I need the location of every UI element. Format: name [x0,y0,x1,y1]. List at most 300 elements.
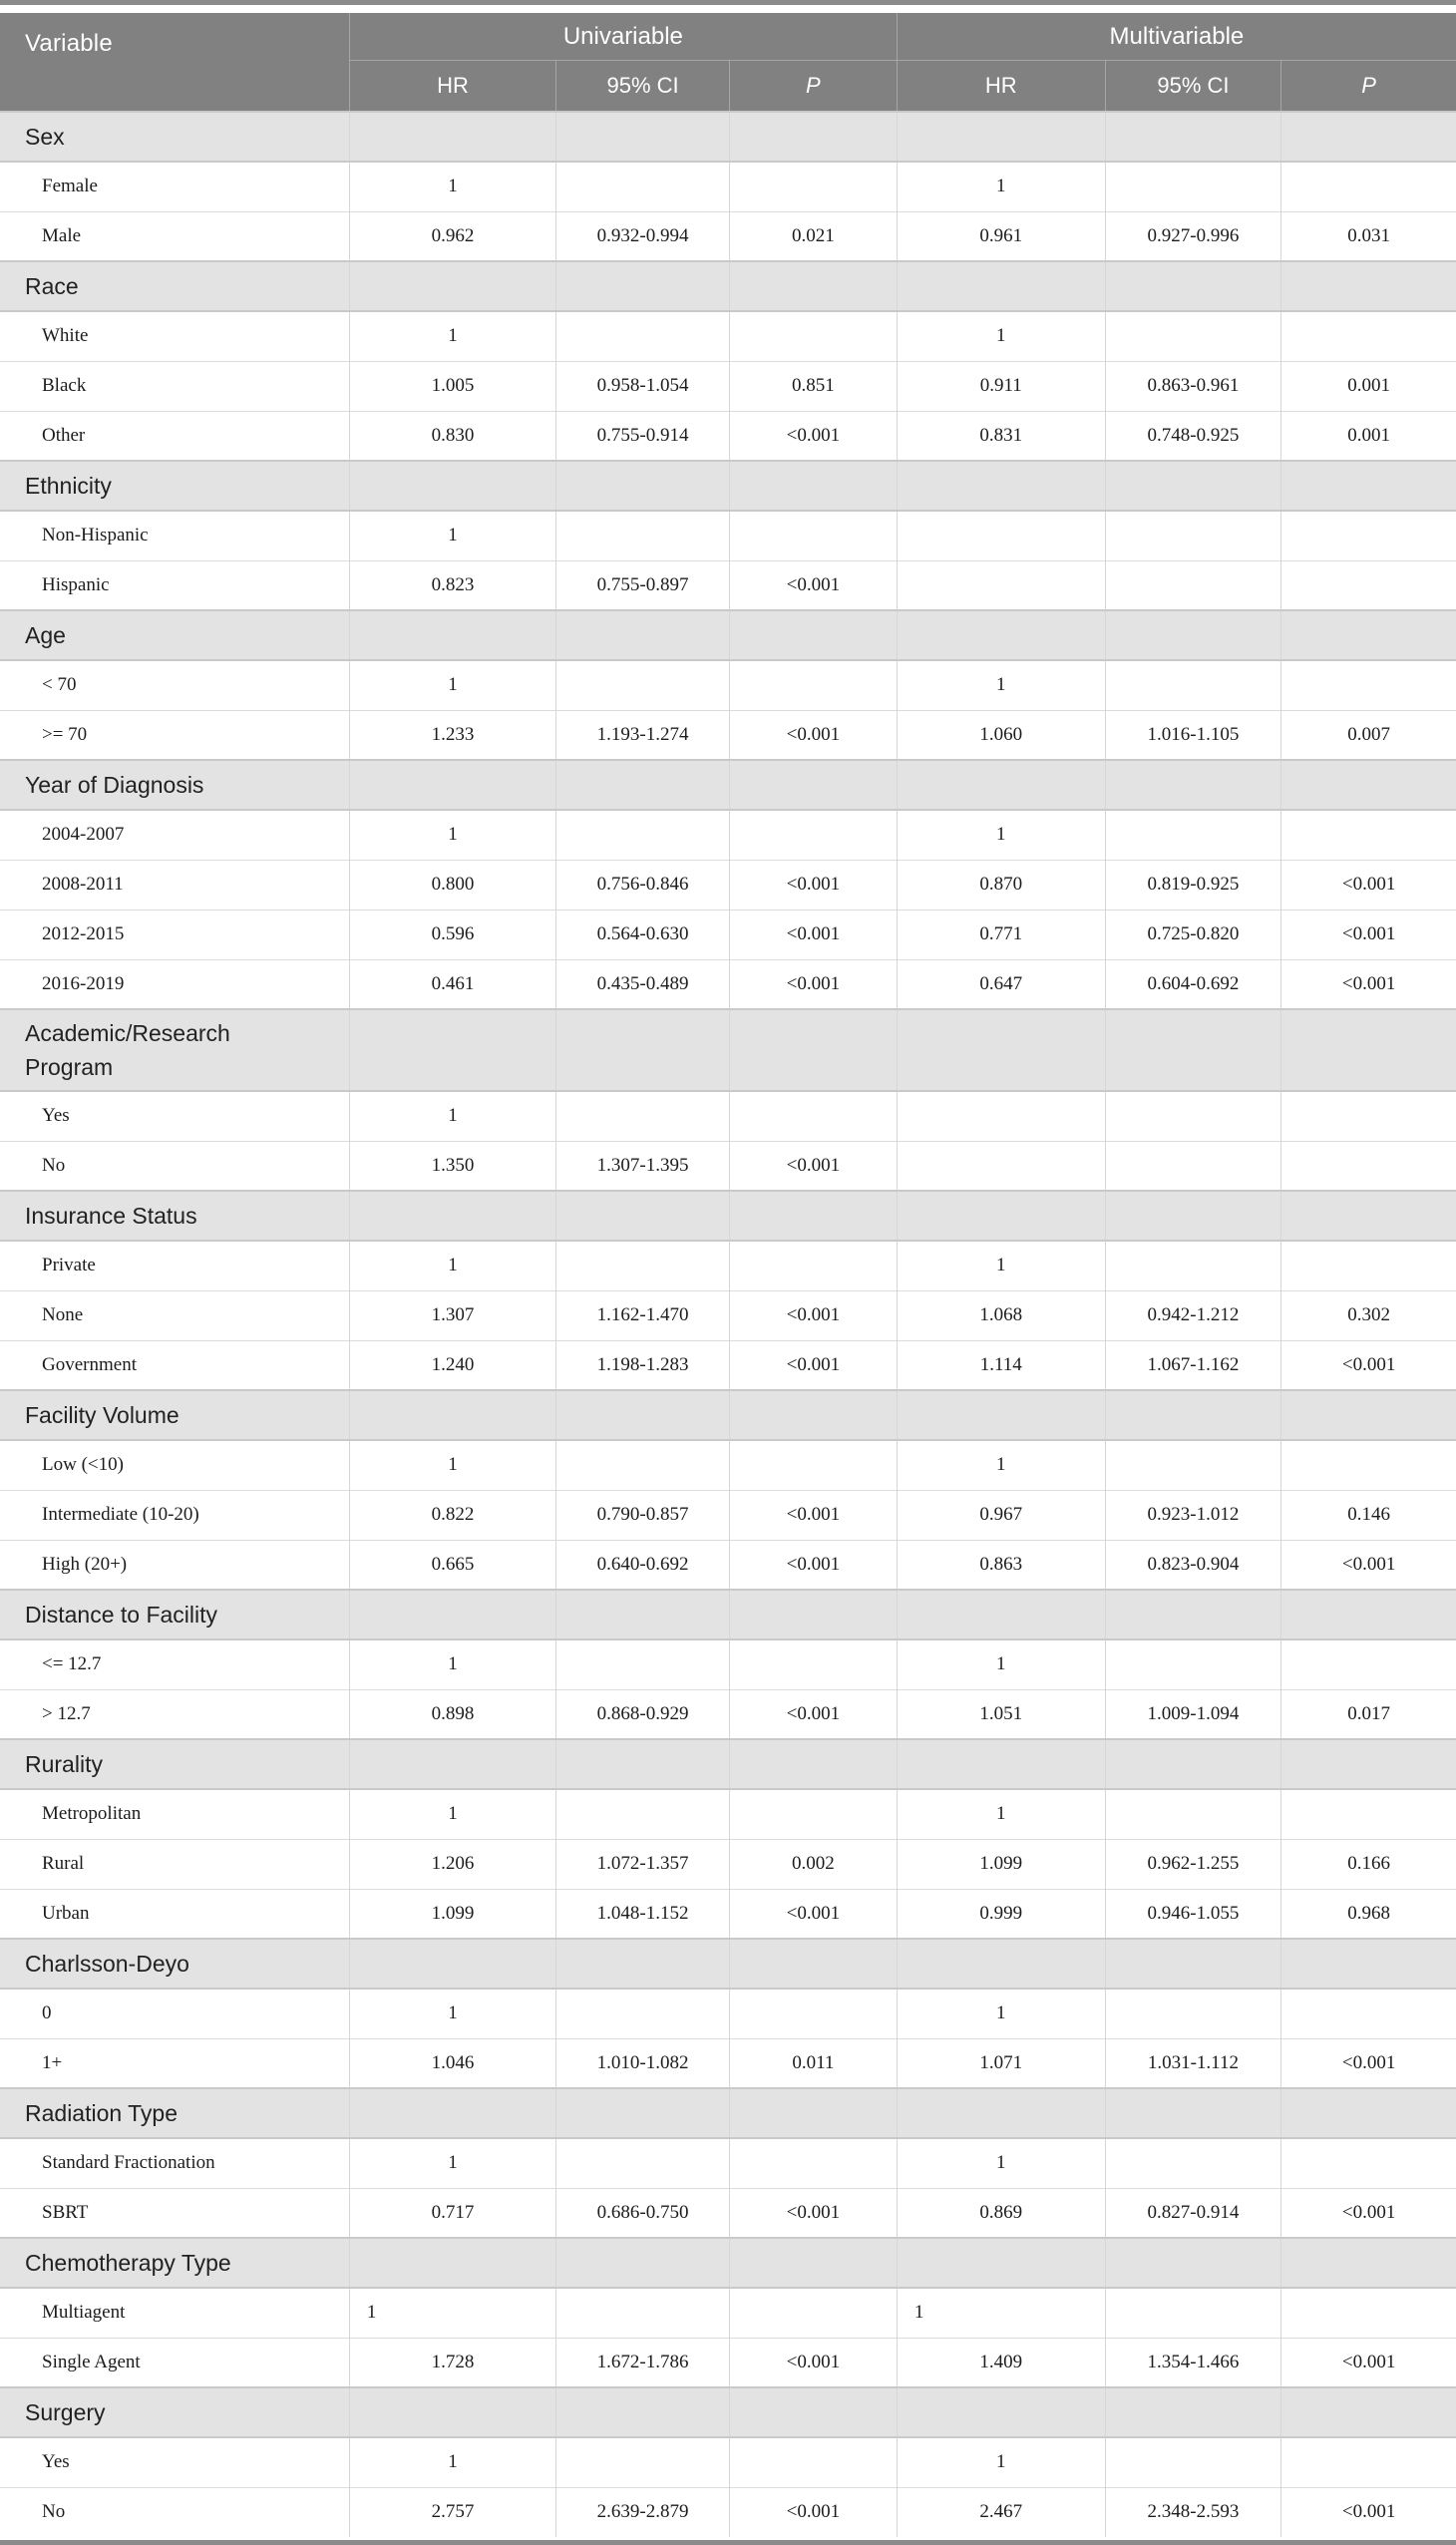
value-cell: 1.031-1.112 [1105,2038,1281,2088]
value-cell [897,560,1105,610]
section-empty-cell [556,2387,730,2437]
section-empty-cell [556,1009,730,1091]
value-cell: 0.851 [729,361,897,411]
value-cell: 0.870 [897,860,1105,909]
section-empty-cell [1105,610,1281,660]
value-cell: 0.686-0.750 [556,2188,730,2238]
section-empty-cell [556,610,730,660]
value-cell: 1 [897,660,1105,710]
value-cell: 0.755-0.897 [556,560,730,610]
section-empty-cell [1105,2238,1281,2288]
value-cell: 1 [349,1989,555,2038]
value-cell: 1.048-1.152 [556,1889,730,1939]
section-empty-cell [556,1739,730,1789]
table-row [0,1340,1456,1390]
group-header-row [0,13,1456,61]
section-label: Academic/Research Program [0,1009,349,1091]
value-cell: <0.001 [1281,959,1456,1009]
value-cell: 0.830 [349,411,555,461]
section-empty-cell [556,461,730,511]
row-label: 2016-2019 [0,959,349,1009]
value-cell: 1 [349,2138,555,2188]
section-empty-cell [556,261,730,311]
value-cell: 0.435-0.489 [556,959,730,1009]
value-cell [729,1091,897,1141]
value-cell [1281,1440,1456,1490]
value-cell: 1 [349,1639,555,1689]
section-empty-cell [729,1390,897,1440]
section-empty-cell [729,1739,897,1789]
value-cell: 1 [349,162,555,211]
section-label: Ethnicity [0,461,349,511]
value-cell [556,1989,730,2038]
value-cell: 1 [349,1789,555,1839]
value-cell [556,2138,730,2188]
value-cell [1105,1789,1281,1839]
value-cell [556,162,730,211]
table-row [0,2437,1456,2487]
value-cell: 0.031 [1281,211,1456,261]
value-cell: 0.822 [349,1490,555,1540]
value-cell: 0.302 [1281,1290,1456,1340]
value-cell: 1 [349,660,555,710]
value-cell: 1 [897,2437,1105,2487]
value-cell: 0.869 [897,2188,1105,2238]
section-row [0,1939,1456,1989]
section-empty-cell [729,1009,897,1091]
value-cell [1281,2437,1456,2487]
section-empty-cell [1281,1009,1456,1091]
value-cell: 1.240 [349,1340,555,1390]
section-empty-cell [897,1191,1105,1241]
row-label: Metropolitan [0,1789,349,1839]
value-cell: <0.001 [1281,909,1456,959]
value-cell: 1 [349,311,555,361]
value-cell: 0.007 [1281,710,1456,760]
row-label: Multiagent [0,2288,349,2338]
section-empty-cell [897,1739,1105,1789]
value-cell: 1 [897,1989,1105,2038]
row-label: Government [0,1340,349,1390]
value-cell: 1.354-1.466 [1105,2338,1281,2387]
section-row [0,2088,1456,2138]
value-cell: 1.046 [349,2038,555,2088]
value-cell: 0.863-0.961 [1105,361,1281,411]
section-label: Chemotherapy Type [0,2238,349,2288]
table-row [0,1639,1456,1689]
value-cell [556,2437,730,2487]
value-cell: 0.640-0.692 [556,1540,730,1590]
value-cell: 0.932-0.994 [556,211,730,261]
value-cell: 0.868-0.929 [556,1689,730,1739]
section-empty-cell [556,1939,730,1989]
section-empty-cell [1281,461,1456,511]
value-cell: 1 [897,1440,1105,1490]
table-row [0,2338,1456,2387]
section-empty-cell [556,1390,730,1440]
value-cell [1105,660,1281,710]
value-cell [556,660,730,710]
row-label: Single Agent [0,2338,349,2387]
row-label: No [0,2487,349,2537]
table-row [0,1839,1456,1889]
section-row [0,1739,1456,1789]
value-cell: 0.927-0.996 [1105,211,1281,261]
section-empty-cell [349,461,555,511]
value-cell: 1 [349,1440,555,1490]
section-empty-cell [1281,1939,1456,1989]
section-label: Surgery [0,2387,349,2437]
value-cell [556,1241,730,1290]
value-cell: 1.233 [349,710,555,760]
table-row [0,511,1456,560]
section-empty-cell [349,1939,555,1989]
value-cell: <0.001 [729,1290,897,1340]
value-cell: 0.827-0.914 [1105,2188,1281,2238]
value-cell [729,1989,897,2038]
value-cell [729,162,897,211]
table-row [0,810,1456,860]
row-label: Standard Fractionation [0,2138,349,2188]
section-empty-cell [1105,1009,1281,1091]
table-header [0,13,1456,112]
value-cell [556,810,730,860]
value-cell [729,1440,897,1490]
value-cell [1281,162,1456,211]
table-row [0,2487,1456,2537]
section-empty-cell [556,1191,730,1241]
column-header-variable: Variable [0,13,349,112]
value-cell: <0.001 [1281,2038,1456,2088]
value-cell: <0.001 [729,959,897,1009]
value-cell [1105,1141,1281,1191]
section-empty-cell [1105,2088,1281,2138]
section-empty-cell [729,261,897,311]
value-cell: 1 [897,311,1105,361]
value-cell [1105,2138,1281,2188]
value-cell: 0.461 [349,959,555,1009]
section-empty-cell [1281,2238,1456,2288]
value-cell [729,2437,897,2487]
table-row [0,162,1456,211]
value-cell [1105,1989,1281,2038]
row-label: Private [0,1241,349,1290]
value-cell: 1.016-1.105 [1105,710,1281,760]
value-cell: 0.756-0.846 [556,860,730,909]
value-cell: 1 [349,1091,555,1141]
section-empty-cell [729,1590,897,1639]
value-cell [729,2288,897,2338]
value-cell: 1.067-1.162 [1105,1340,1281,1390]
table-row [0,1789,1456,1839]
section-empty-cell [1105,2387,1281,2437]
value-cell [1281,511,1456,560]
row-label: 0 [0,1989,349,2038]
row-label: Urban [0,1889,349,1939]
value-cell [1281,660,1456,710]
value-cell: 1.009-1.094 [1105,1689,1281,1739]
value-cell: 0.831 [897,411,1105,461]
value-cell: 1.198-1.283 [556,1340,730,1390]
value-cell: <0.001 [729,411,897,461]
value-cell [729,2138,897,2188]
value-cell [1105,560,1281,610]
value-cell [897,1141,1105,1191]
value-cell: 0.665 [349,1540,555,1590]
row-label: 2004-2007 [0,810,349,860]
value-cell: 0.967 [897,1490,1105,1540]
value-cell: 1.010-1.082 [556,2038,730,2088]
value-cell: 0.911 [897,361,1105,411]
value-cell: 0.999 [897,1889,1105,1939]
section-empty-cell [729,2088,897,2138]
column-header-hr-univariable: HR [349,61,555,113]
section-empty-cell [729,610,897,660]
table-row [0,2288,1456,2338]
value-cell: <0.001 [729,2338,897,2387]
section-empty-cell [349,2387,555,2437]
value-cell: <0.001 [729,2188,897,2238]
section-empty-cell [897,2238,1105,2288]
value-cell [556,2288,730,2338]
section-row [0,261,1456,311]
value-cell: 1.672-1.786 [556,2338,730,2387]
section-empty-cell [729,2387,897,2437]
value-cell: 0.166 [1281,1839,1456,1889]
section-empty-cell [729,760,897,810]
section-empty-cell [729,461,897,511]
value-cell: 1.099 [349,1889,555,1939]
row-label: Rural [0,1839,349,1889]
value-cell [556,511,730,560]
row-label: < 70 [0,660,349,710]
value-cell [1281,2138,1456,2188]
value-cell: 0.748-0.925 [1105,411,1281,461]
section-row [0,2238,1456,2288]
value-cell: <0.001 [729,560,897,610]
section-empty-cell [897,1009,1105,1091]
section-empty-cell [729,1191,897,1241]
value-cell [1105,810,1281,860]
value-cell [729,810,897,860]
value-cell [1105,162,1281,211]
value-cell [729,660,897,710]
table-row [0,1440,1456,1490]
value-cell: 0.946-1.055 [1105,1889,1281,1939]
value-cell [729,1241,897,1290]
section-row [0,1191,1456,1241]
section-label: Insurance Status [0,1191,349,1241]
table-row [0,361,1456,411]
value-cell: 1 [349,511,555,560]
column-group-multivariable: Multivariable [897,13,1456,61]
value-cell [556,1091,730,1141]
value-cell: <0.001 [1281,1340,1456,1390]
value-cell: 1 [897,1639,1105,1689]
section-empty-cell [897,112,1105,162]
table-row [0,560,1456,610]
value-cell: 1.051 [897,1689,1105,1739]
section-empty-cell [1105,1191,1281,1241]
table-row [0,2038,1456,2088]
section-empty-cell [1281,760,1456,810]
value-cell: 0.800 [349,860,555,909]
value-cell: 0.604-0.692 [1105,959,1281,1009]
row-label: 2012-2015 [0,909,349,959]
value-cell: 0.958-1.054 [556,361,730,411]
value-cell [1105,1440,1281,1490]
value-cell [1105,511,1281,560]
value-cell: 2.467 [897,2487,1105,2537]
section-row [0,760,1456,810]
value-cell: 0.146 [1281,1490,1456,1540]
value-cell: 1.409 [897,2338,1105,2387]
value-cell: 1 [897,2288,1105,2338]
section-empty-cell [1105,461,1281,511]
section-empty-cell [349,1009,555,1091]
column-header-ci-univariable: 95% CI [556,61,730,113]
section-empty-cell [1281,1739,1456,1789]
value-cell: <0.001 [729,860,897,909]
section-empty-cell [897,2387,1105,2437]
value-cell: 0.823 [349,560,555,610]
value-cell: 0.717 [349,2188,555,2238]
section-empty-cell [1105,261,1281,311]
value-cell: 0.923-1.012 [1105,1490,1281,1540]
value-cell [1105,1639,1281,1689]
value-cell: <0.001 [729,1689,897,1739]
section-empty-cell [729,2238,897,2288]
row-label: >= 70 [0,710,349,760]
value-cell: 1 [897,2138,1105,2188]
section-label: Sex [0,112,349,162]
value-cell [1105,1241,1281,1290]
value-cell [1105,311,1281,361]
value-cell: <0.001 [1281,1540,1456,1590]
section-label: Year of Diagnosis [0,760,349,810]
value-cell [1281,1241,1456,1290]
section-empty-cell [897,1390,1105,1440]
top-rule-bar [0,0,1456,5]
table-row [0,1141,1456,1191]
column-group-univariable: Univariable [349,13,897,61]
section-empty-cell [897,760,1105,810]
value-cell: 0.755-0.914 [556,411,730,461]
section-empty-cell [1281,1390,1456,1440]
section-empty-cell [729,112,897,162]
value-cell: 0.001 [1281,411,1456,461]
section-empty-cell [1105,1390,1281,1440]
section-empty-cell [1281,261,1456,311]
section-label: Age [0,610,349,660]
section-label: Radiation Type [0,2088,349,2138]
row-label: Black [0,361,349,411]
column-header-p-multivariable: P [1281,61,1456,113]
table-row [0,1290,1456,1340]
value-cell: 1.114 [897,1340,1105,1390]
value-cell: 0.647 [897,959,1105,1009]
table-row [0,2138,1456,2188]
section-label: Rurality [0,1739,349,1789]
value-cell [729,511,897,560]
value-cell [1105,2288,1281,2338]
section-row [0,461,1456,511]
table-row [0,909,1456,959]
value-cell: 0.017 [1281,1689,1456,1739]
table-row [0,660,1456,710]
section-empty-cell [556,760,730,810]
row-label: SBRT [0,2188,349,2238]
value-cell [1281,810,1456,860]
value-cell [556,1639,730,1689]
section-empty-cell [349,2088,555,2138]
value-cell: <0.001 [729,1340,897,1390]
section-empty-cell [1281,112,1456,162]
value-cell [1281,560,1456,610]
section-label: Distance to Facility [0,1590,349,1639]
section-empty-cell [349,1191,555,1241]
value-cell: 1.005 [349,361,555,411]
row-label: Male [0,211,349,261]
value-cell: 0.001 [1281,361,1456,411]
section-empty-cell [1281,610,1456,660]
row-label: > 12.7 [0,1689,349,1739]
section-empty-cell [556,112,730,162]
section-empty-cell [556,2088,730,2138]
section-empty-cell [897,261,1105,311]
hazard-ratio-table [0,13,1456,2537]
row-label: Yes [0,2437,349,2487]
value-cell: <0.001 [1281,860,1456,909]
value-cell [1281,1141,1456,1191]
section-row [0,112,1456,162]
value-cell: 1.193-1.274 [556,710,730,760]
row-label: Other [0,411,349,461]
value-cell [897,1091,1105,1141]
value-cell: 0.819-0.925 [1105,860,1281,909]
value-cell: 1.099 [897,1839,1105,1889]
value-cell: 1 [349,2288,555,2338]
value-cell [729,1789,897,1839]
section-empty-cell [349,610,555,660]
section-row [0,2387,1456,2437]
value-cell: 0.564-0.630 [556,909,730,959]
value-cell: 1.728 [349,2338,555,2387]
row-label: Yes [0,1091,349,1141]
value-cell: 1.162-1.470 [556,1290,730,1340]
value-cell [1105,1091,1281,1141]
row-label: <= 12.7 [0,1639,349,1689]
section-empty-cell [1281,1590,1456,1639]
section-empty-cell [729,1939,897,1989]
value-cell: 1.307-1.395 [556,1141,730,1191]
section-empty-cell [349,2238,555,2288]
section-empty-cell [556,1590,730,1639]
section-empty-cell [349,1390,555,1440]
value-cell: 0.790-0.857 [556,1490,730,1540]
table-row [0,2188,1456,2238]
table-row [0,1689,1456,1739]
value-cell [1281,1989,1456,2038]
value-cell [729,311,897,361]
value-cell [1281,1789,1456,1839]
section-empty-cell [897,1590,1105,1639]
value-cell: <0.001 [1281,2338,1456,2387]
value-cell: 0.898 [349,1689,555,1739]
value-cell: 1 [897,810,1105,860]
table-row [0,710,1456,760]
value-cell: 1.307 [349,1290,555,1340]
